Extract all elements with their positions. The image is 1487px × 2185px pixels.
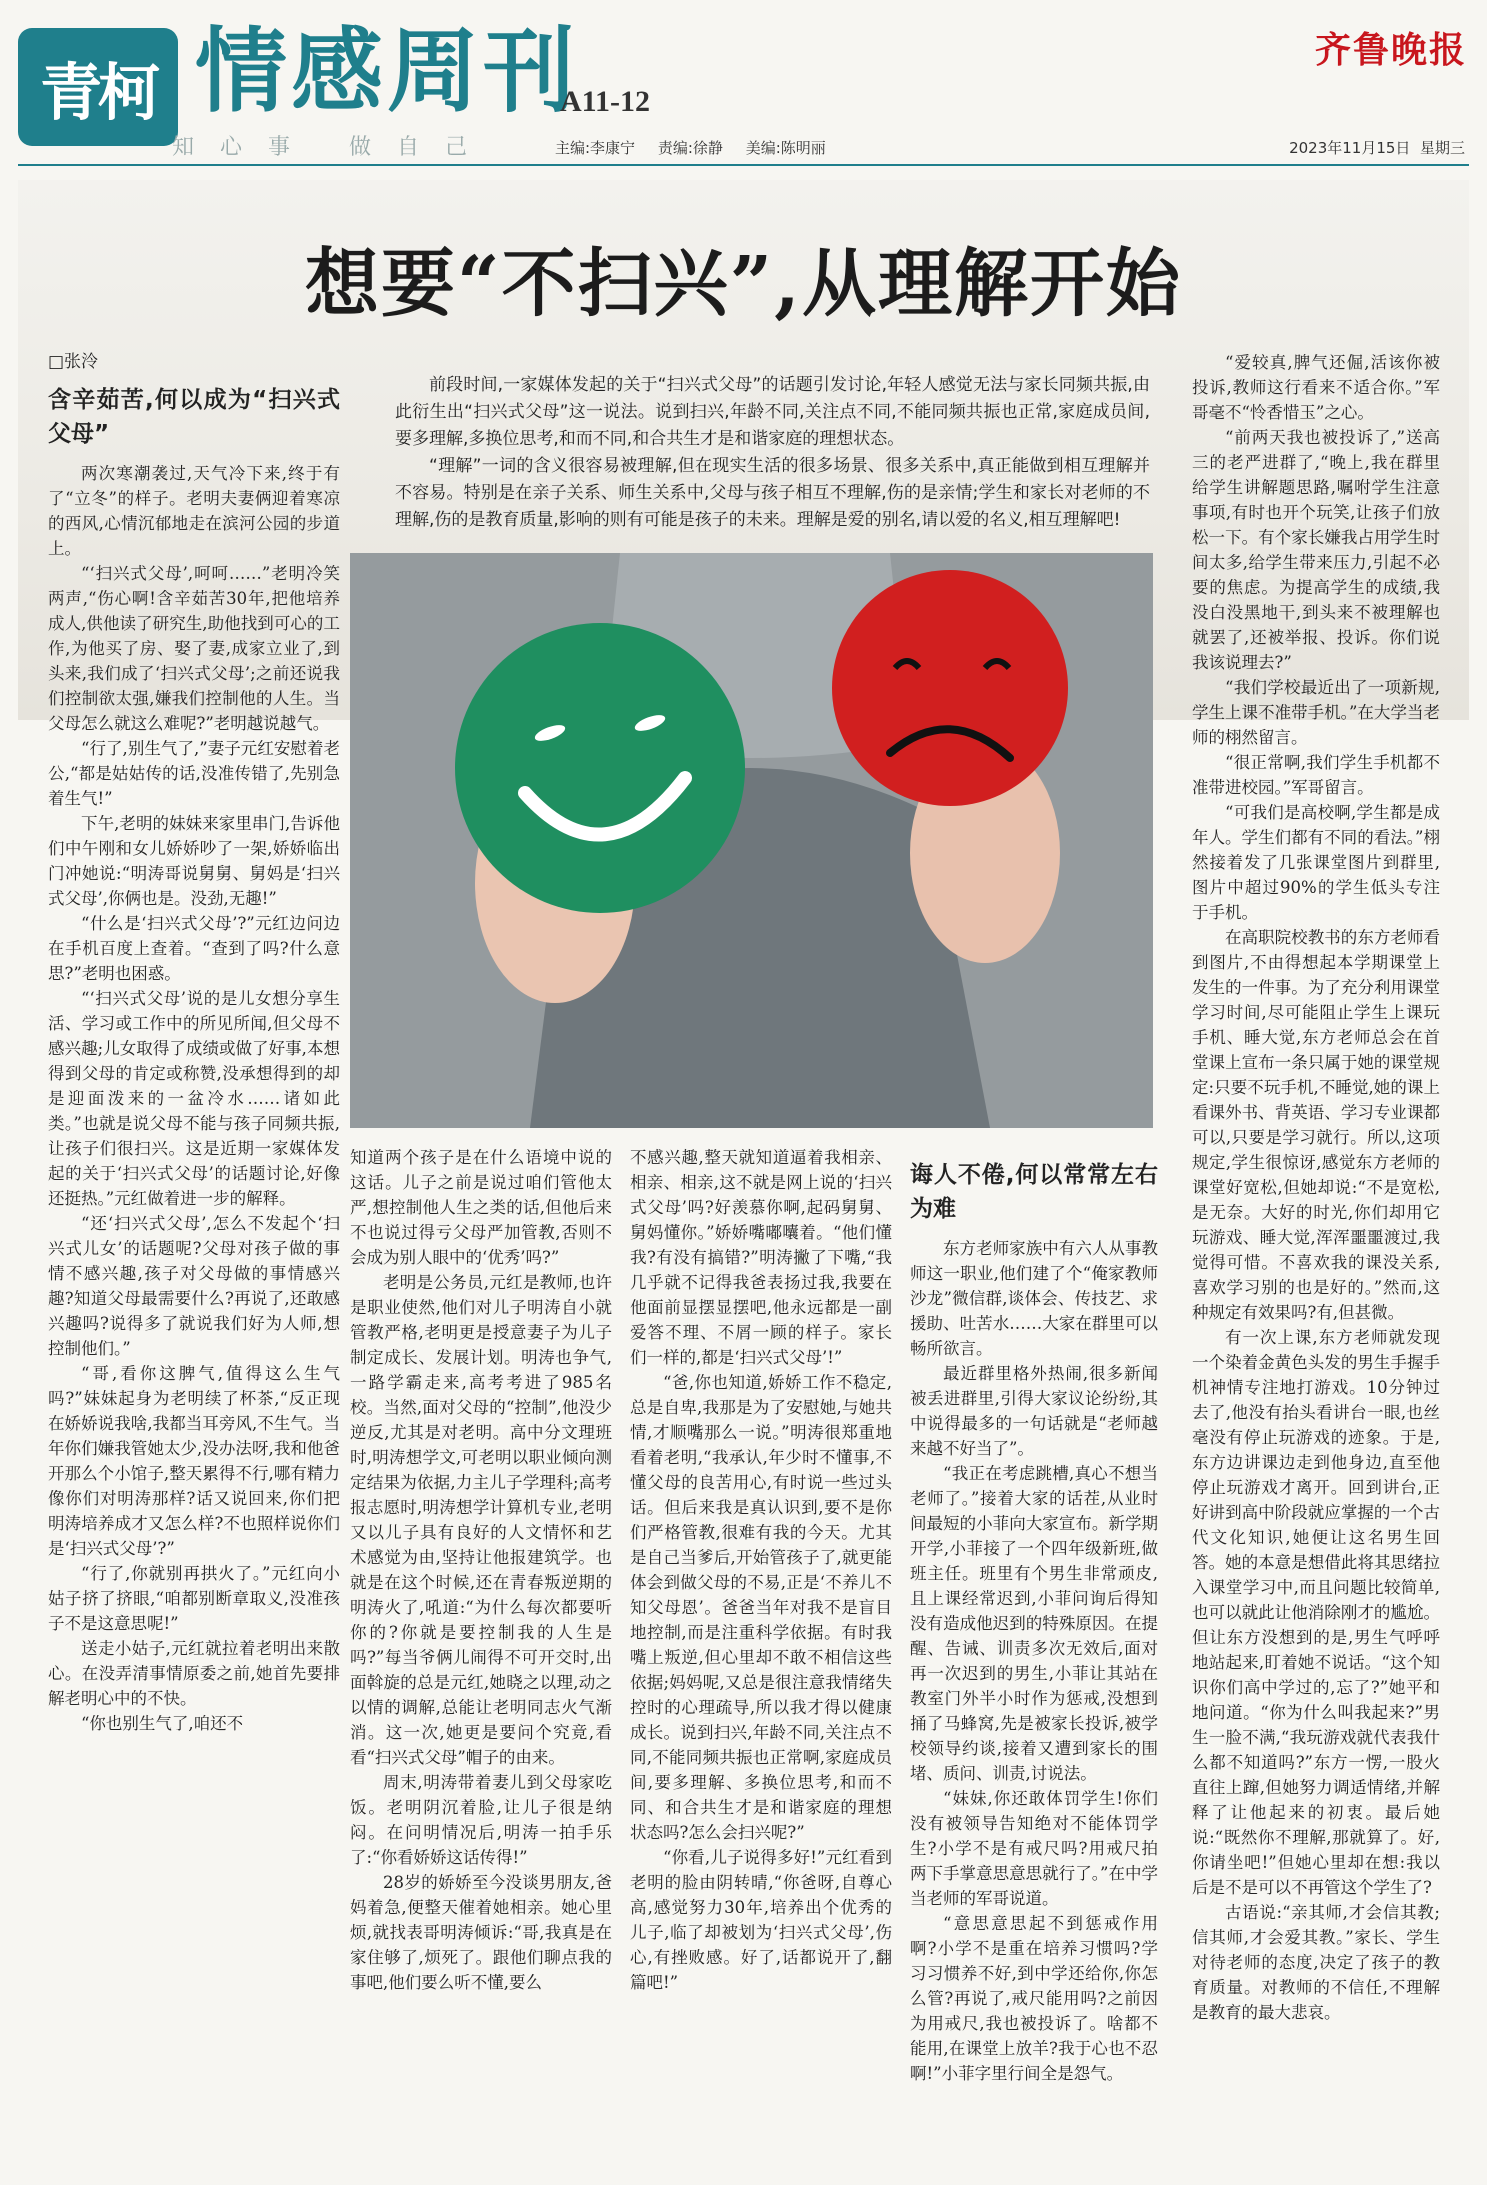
paragraph: 老明是公务员,元红是教师,也许是职业使然,他们对儿子明涛自小就管教严格,老明更是授意妻子为儿子制定成长、发展计划。明涛也争气,一路学霸走来,高考考进了985名校。当然,面对父母的“控制”,他没少逆反,尤其是对老明。高中分文理班时,明涛想学文,可老明以职业倾向测定结果为依据,力主儿子学理科;高考报志愿时,明涛想学计算机专业,老明又以儿子具有良好的人文情怀和艺术感觉为由,坚持让他报建筑学。也就是在这个时候,还在青春叛逆期的明涛火了,吼道:“为什么每次都要听你的?你就是要控制我的人生是吗?”每当爷俩儿闹得不可开交时,出面斡旋的总是元红,她晓之以理,动之以情的调解,总能让老明同志火气渐消。这一次,她更是要问个究竟,看看“扫兴式父母”帽子的由来。 [350,1273,612,1767]
column-1 [48,350,340,1736]
paragraph: “‘扫兴式父母’说的是儿女想分享生活、学习或工作中的所见所闻,但父母不感兴趣;儿女取得了成绩或做了好事,本想得到父母的肯定或称赞,没承想得到的却是迎面泼来的一盆冷水……诸如此类。”也就是说父母不能与孩子同频共振,让孩子们很扫兴。这是近期一家媒体发起的关于‘扫兴式父母’的话题讨论,好像还挺热。”元红做着进一步的解释。 [48,989,340,1208]
paragraph: 周末,明涛带着妻儿到父母家吃饭。老明阴沉着脸,让儿子很是纳闷。在问明情况后,明涛一拍手乐了:“你看娇娇这话传得!” [350,1773,612,1867]
paragraph: “爱较真,脾气还倔,活该你被投诉,教师这行看来不适合你。”军哥毫不“怜香惜玉”之心。 [1192,353,1440,422]
weekday: 星期三 [1419,139,1465,157]
paragraph: “可我们是高校啊,学生都是成年人。学生们都有不同的看法。”栩然接着发了几张课堂图片到群里,图片中超过90%的学生低头专注于手机。 [1192,803,1440,922]
subheading-2: 诲人不倦,何以常常左右为难 [910,1162,1158,1222]
issue-date [1289,137,1465,158]
paragraph: 知道两个孩子是在什么语境中说的这话。儿子之前是说过咱们管他太严,想控制他人生之类的话,但他后来不也说过得亏父母严加管教,否则不会成为别人眼中的‘优秀’吗?” [350,1148,612,1267]
paragraph: “前两天我也被投诉了,”送高三的老严进群了,“晚上,我在群里给学生讲解题思路,嘱咐学生注意事项,有时也开个玩笑,让孩子们放松一下。有个家长嫌我占用学生时间太多,给学生带来压力,引起不必要的焦虑。为提高学生的成绩,我没白没黑地干,到头来不被理解也就罢了,还被举报、投诉。你们说我该说理去?” [1192,428,1440,672]
paragraph: 在高职院校教书的东方老师看到图片,不由得想起本学期课堂上发生的一件事。为了充分利用课堂学习时间,尽可能阻止学生上课玩手机、睡大觉,东方老师总会在首堂课上宣布一条只属于她的课堂规定:只要不玩手机,不睡觉,她的课上看课外书、背英语、学习专业课都可以,只要是学习就行。所以,这项规定,学生很惊讶,感觉东方老师的课堂好宽松,但她却说:“不是宽松,是无奈。大好的时光,你们却用它玩游戏、睡大觉,浑浑噩噩渡过,我觉得可惜。不喜欢我的课没关系,喜欢学习别的也是好的。”然而,这种规定有效果吗?有,但甚微。 [1192,928,1440,1322]
paragraph: “你看,儿子说得多好!”元红看到老明的脸由阴转晴,“你爸呀,自尊心高,感觉努力30年,培养出个优秀的儿子,临了却被划为‘扫兴式父母’,伤心,有挫败感。好了,话都说开了,翻篇吧!” [630,1848,892,1992]
paragraph: “意思意思起不到惩戒作用啊?小学不是重在培养习惯吗?学习习惯养不好,到中学还给你,你怎么管?再说了,戒尺能用吗?之前因为用戒尺,我也被投诉了。啥都不能用,在课堂上放羊?我于心也不忍啊!”小菲字里行间全是怨气。 [910,1914,1158,2083]
paragraph: “你也别生气了,咱还不 [81,1714,244,1733]
paragraph: 两次寒潮袭过,天气冷下来,终于有了“立冬”的样子。老明夫妻俩迎着寒凉的西风,心情沉郁地走在滨河公园的步道上。 [48,464,340,558]
green-smile-icon [455,623,745,913]
subheading-1: 含辛茹苦,何以成为“扫兴式父母” [48,387,340,447]
paragraph: 不感兴趣,整天就知道逼着我相亲、相亲、相亲,这不就是网上说的‘扫兴式父母’吗?好羡慕你啊,起码舅舅、舅妈懂你。”娇娇嘴嘟囔着。“他们懂我?有没有搞错?”明涛撇了下嘴,“我几乎就不记得我爸表扬过我,我要在他面前显摆显摆吧,他永远都是一副爱答不理、不屑一顾的样子。家长们一样的,都是‘扫兴式父母’!” [630,1148,892,1367]
paragraph: “爸,你也知道,娇娇工作不稳定,总是自卑,我那是为了安慰她,与她共情,才顺嘴那么一说。”明涛很郑重地看着老明,“我承认,年少时不懂事,不懂父母的良苦用心,有时说一些过头话。但后来我是真认识到,要不是你们严格管教,很难有我的今天。尤其是自己当爹后,开始管孩子了,就更能体会到做父母的不易,正是‘不养儿不知父母恩’。爸爸当年对我不是盲目地控制,而是注重科学依据。有时我嘴上叛逆,但心里却不敢不相信这些依据;妈妈呢,又总是很注意我情绪失控时的心理疏导,所以我才得以健康成长。说到扫兴,年龄不同,关注点不同,不能同频共振也正常啊,家庭成员间,要多理解、多换位思考,和而不同、和合共生才是和谐家庭的理想状态吗?怎么会扫兴呢?” [630,1373,892,1842]
paragraph: “我正在考虑跳槽,真心不想当老师了。”接着大家的话茬,从业时间最短的小菲向大家宣布。新学期开学,小菲接了一个四年级新班,做班主任。班里有个男生非常顽皮,且上课经常迟到,小菲问询后得知没有造成他迟到的特殊原因。在提醒、告诫、训责多次无效后,面对再一次迟到的男生,小菲让其站在教室门外半小时作为惩戒,没想到捅了马蜂窝,先是被家长投诉,被学校领导约谈,接着又遭到家长的围堵、质问、训责,讨说法。 [910,1464,1158,1783]
paragraph: 有一次上课,东方老师就发现一个染着金黄色头发的男生手握手机神情专注地打游戏。10分钟过去了,他没有抬头看讲台一眼,也丝毫没有停止玩游戏的迹象。于是,东方边讲课边走到他身边,直至他停止玩游戏才离开。回到讲台,正好讲到高中阶段就应掌握的一个古代文化知识,她便让这名男生回答。她的本意是想借此将其思绪拉入课堂学习中,而且问题比较简单,也可以就此让他消除刚才的尴尬。但让东方没想到的是,男生气呼呼地站起来,盯着她不说话。“这个知识你们高中学过的,忘了?”她平和地问道。“你为什么叫我起来?”男生一脸不满,“我玩游戏就代表我什么都不知道吗?”东方一愣,一股火直往上蹿,但她努力调适情绪,并解释了让他起来的初衷。最后她说:“既然你不理解,那就算了。好,你请坐吧!”但她心里却在想:我以后是不是可以不再管这个学生了? [1192,1328,1440,1897]
date: 2023年11月15日 [1289,139,1411,157]
slogan: 知心事 做自己 [172,135,493,160]
paragraph: 28岁的娇娇至今没谈男朋友,爸妈着急,便整天催着她相亲。她心里烦,就找表哥明涛倾诉:“哥,我真是在家住够了,烦死了。跟他们聊点我的事吧,他们要么听不懂,要么 [350,1873,612,1992]
logo: 青柯 [18,28,178,146]
paragraph: 最近群里格外热闹,很多新闻被丢进群里,引得大家议论纷纷,其中说得最多的一句话就是“老师越来越不好当了”。 [910,1364,1158,1458]
paragraph: “我们学校最近出了一项新规,学生上课不准带手机。”在大学当老师的栩然留言。 [1192,678,1440,747]
headline: 想要“不扫兴”,从理解开始 [305,241,1182,327]
page-number: A11-12 [560,85,650,118]
paragraph: “什么是‘扫兴式父母’?”元红边问边在手机百度上查着。“查到了吗?什么意思?”老明也困惑。 [48,914,340,983]
column-3 [630,1145,892,1995]
smile-frown-photo [350,553,1153,1128]
newspaper-logo: 齐鲁晚报 [1314,29,1467,71]
section-title: 情感周刊 [195,18,580,125]
paragraph: “哥,看你这脾气,值得这么生气吗?”妹妹起身为老明续了杯茶,“反正现在娇娇说我啥,我都当耳旁风,不生气。当年你们嫌我管她太少,没办法呀,我和他爸开那么个小馆子,整天累得不行,哪有精力像你们对明涛那样?话又说回来,你们把明涛培养成才又怎么样?不也照样说你们是‘扫兴式父母’?” [48,1364,340,1558]
paragraph: 东方老师家族中有六人从事教师这一职业,他们建了个“俺家教师沙龙”微信群,谈体会、传技艺、求援助、吐苦水……大家在群里可以畅所欲言。 [910,1239,1158,1358]
header-divider [18,164,1469,166]
red-frown-icon [832,570,1068,806]
column-2 [350,1145,612,1995]
paragraph: “很正常啊,我们学生手机都不准带进校园。”军哥留言。 [1192,753,1440,797]
paragraph: 古语说:“亲其师,才会信其教;信其师,才会爱其教。”家长、学生对待老师的态度,决定了孩子的教育质量。对教师的不信任,不理解是教育的最大悲哀。 [1192,1903,1440,2022]
paragraph: 送走小姑子,元红就拉着老明出来散心。在没弄清事情原委之前,她首先要排解老明心中的不快。 [48,1639,340,1708]
editor-chief: 主编:李康宁 [555,139,636,157]
intro-paragraph: 前段时间,一家媒体发起的关于“扫兴式父母”的话题引发讨论,年轻人感觉无法与家长同频共振,由此衍生出“扫兴式父母”这一说法。说到扫兴,年龄不同,关注点不同,不能同频共振也正常,家庭成员间,要多理解,多换位思考,和而不同,和合共生才是和谐家庭的理想状态。 [395,375,1150,449]
editors [555,137,844,158]
paragraph: “行了,别生气了,”妻子元红安慰着老公,“都是姑姑传的话,没准传错了,先别急着生气!” [48,739,340,808]
editor-art: 美编:陈明丽 [745,139,826,157]
byline: □张泠 [48,352,99,372]
column-4 [910,1150,1158,2086]
paragraph: “妹妹,你还敢体罚学生!你们没有被领导告知绝对不能体罚学生?小学不是有戒尺吗?用戒尺拍两下手掌意思意思就行了。”在中学当老师的军哥说道。 [910,1789,1158,1908]
editor-duty: 责编:徐静 [657,139,723,157]
intro [395,372,1150,534]
feature-photo [350,553,1153,1128]
intro-paragraph: “理解”一词的含义很容易被理解,但在现实生活的很多场景、很多关系中,真正能做到相互理解并不容易。特别是在亲子关系、师生关系中,父母与孩子相互不理解,伤的是亲情;学生和家长对老师的不理解,伤的是教育质量,影响的则有可能是孩子的未来。理解是爱的别名,请以爱的名义,相互理解吧! [395,456,1150,530]
paragraph: 下午,老明的妹妹来家里串门,告诉他们中午刚和女儿娇娇吵了一架,娇娇临出门冲她说:“明涛哥说舅舅、舅妈是‘扫兴式父母’,你俩也是。没劲,无趣!” [48,814,340,908]
paragraph: “行了,你就别再拱火了。”元红向小姑子挤了挤眼,“咱都别断章取义,没准孩子不是这意思呢!” [48,1564,340,1633]
column-5 [1192,350,1440,2025]
paragraph: “还‘扫兴式父母’,怎么不发起个‘扫兴式儿女’的话题呢?父母对孩子做的事情不感兴趣,孩子对父母做的事情感兴趣?知道父母最需要什么?再说了,还敢感兴趣吗?说得多了就说我们好为人师,想控制他们。” [48,1214,340,1358]
paragraph: “‘扫兴式父母’,呵呵……”老明冷笑两声,“伤心啊!含辛茹苦30年,把他培养成人,供他读了研究生,助他找到可心的工作,为他买了房、娶了妻,成家立业了,到头来,我们成了‘扫兴式父母’;之前还说我们控制欲太强,嫌我们控制他的人生。当父母怎么就这么难呢?”老明越说越气。 [48,564,340,733]
